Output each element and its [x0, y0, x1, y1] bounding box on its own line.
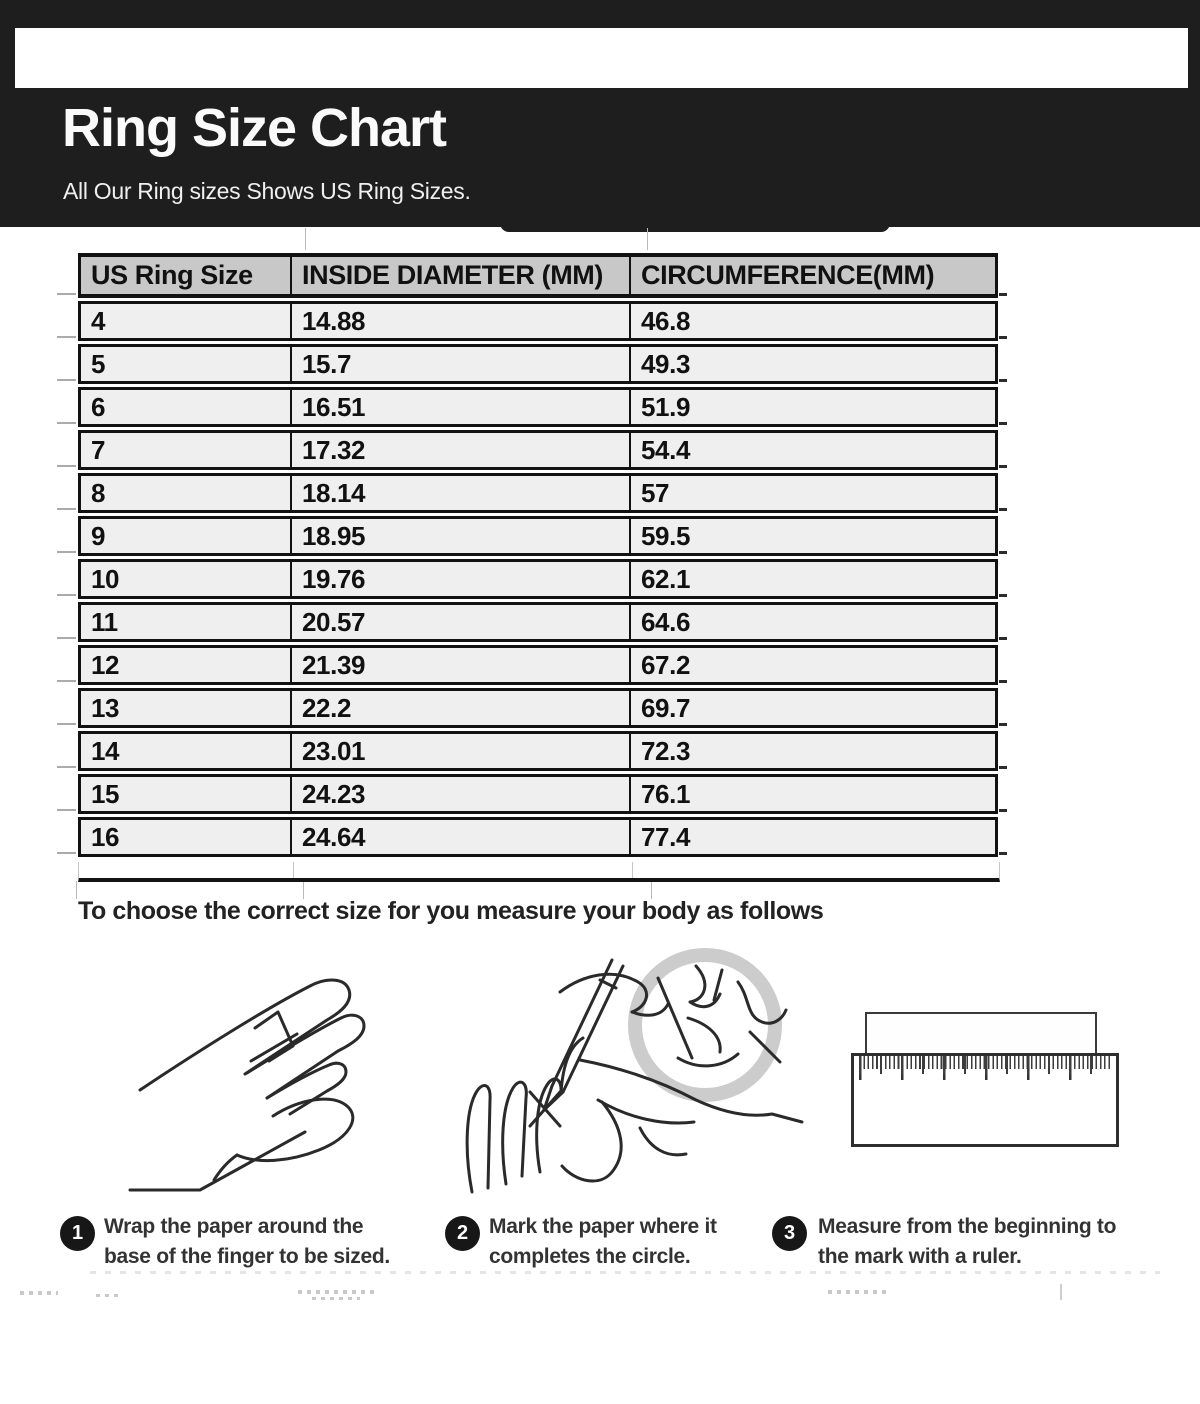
- table-row: [78, 344, 998, 384]
- step-2-line-2: completes the circle.: [489, 1245, 691, 1268]
- cell-inside-diameter-mm: 20.57: [292, 602, 631, 642]
- cell-inside-diameter-mm: 22.2: [292, 688, 631, 728]
- table-row: [78, 645, 998, 685]
- cell-inside-diameter-mm: 23.01: [292, 731, 631, 771]
- smudge-artifact: [1060, 1284, 1062, 1300]
- cell-inside-diameter-mm: 17.32: [292, 430, 631, 470]
- cell-circumference-mm: 77.4: [631, 817, 998, 857]
- step-1-text: [104, 1212, 390, 1272]
- table-row: [78, 387, 998, 427]
- table-row: [78, 817, 998, 857]
- step-1-badge: 1: [60, 1216, 95, 1251]
- step-2-badge: 2: [445, 1216, 480, 1251]
- guide-line: [305, 228, 306, 250]
- ring-size-table-body: [78, 301, 998, 857]
- cell-inside-diameter-mm: 24.64: [292, 817, 631, 857]
- ruler-illustration: [851, 1053, 1119, 1147]
- header-banner: [0, 0, 1200, 227]
- cell-inside-diameter-mm: 14.88: [292, 301, 631, 341]
- row-tick-marks-right: [999, 293, 1007, 867]
- cell-us-ring-size: 4: [78, 301, 292, 341]
- cell-circumference-mm: 54.4: [631, 430, 998, 470]
- cell-us-ring-size: 16: [78, 817, 292, 857]
- cell-us-ring-size: 5: [78, 344, 292, 384]
- cell-circumference-mm: 76.1: [631, 774, 998, 814]
- header-edge-smudge: [500, 223, 890, 232]
- table-row: [78, 688, 998, 728]
- cell-inside-diameter-mm: 18.95: [292, 516, 631, 556]
- cell-circumference-mm: 72.3: [631, 731, 998, 771]
- cell-circumference-mm: 62.1: [631, 559, 998, 599]
- cell-inside-diameter-mm: 21.39: [292, 645, 631, 685]
- cell-us-ring-size: 13: [78, 688, 292, 728]
- cell-circumference-mm: 49.3: [631, 344, 998, 384]
- faded-text-artifact: [90, 1271, 1160, 1274]
- cell-us-ring-size: 14: [78, 731, 292, 771]
- row-tick-marks-left: [57, 293, 76, 865]
- ring-size-table: [78, 250, 998, 860]
- cell-inside-diameter-mm: 15.7: [292, 344, 631, 384]
- cell-inside-diameter-mm: 16.51: [292, 387, 631, 427]
- column-header-inside-diameter: INSIDE DIAMETER (MM): [292, 253, 631, 298]
- column-header-us-ring-size: US Ring Size: [78, 253, 292, 298]
- cell-circumference-mm: 67.2: [631, 645, 998, 685]
- smudge-artifact: [312, 1297, 360, 1300]
- column-header-circumference: CIRCUMFERENCE(MM): [631, 253, 998, 298]
- measure-instructions-heading: To choose the correct size for you measure your body as follows: [78, 897, 824, 925]
- step-3-line-2: the mark with a ruler.: [818, 1245, 1022, 1268]
- cell-circumference-mm: 57: [631, 473, 998, 513]
- cell-inside-diameter-mm: 18.14: [292, 473, 631, 513]
- table-row: [78, 559, 998, 599]
- cell-circumference-mm: 46.8: [631, 301, 998, 341]
- guide-line: [647, 228, 648, 250]
- marking-paper-with-pencil-illustration: [450, 940, 840, 1225]
- cell-circumference-mm: 69.7: [631, 688, 998, 728]
- cell-circumference-mm: 64.6: [631, 602, 998, 642]
- step-1-line-2: base of the finger to be sized.: [104, 1245, 390, 1268]
- cell-us-ring-size: 9: [78, 516, 292, 556]
- cell-us-ring-size: 6: [78, 387, 292, 427]
- cell-inside-diameter-mm: 19.76: [292, 559, 631, 599]
- page-title: Ring Size Chart: [62, 98, 447, 158]
- table-row: [78, 473, 998, 513]
- smudge-artifact: [298, 1290, 376, 1294]
- table-row: [78, 602, 998, 642]
- step-2-text: [489, 1212, 717, 1272]
- smudge-artifact: [96, 1294, 120, 1297]
- step-2-line-1: Mark the paper where it: [489, 1215, 717, 1238]
- cell-us-ring-size: 7: [78, 430, 292, 470]
- page-subtitle: All Our Ring sizes Shows US Ring Sizes.: [63, 178, 471, 204]
- table-row: [78, 516, 998, 556]
- table-trailing-empty-row: [78, 862, 1000, 882]
- cell-circumference-mm: 51.9: [631, 387, 998, 427]
- table-row: [78, 301, 998, 341]
- smudge-artifact: [20, 1291, 58, 1295]
- header-white-band: [15, 28, 1188, 88]
- smudge-artifact: [828, 1290, 890, 1294]
- ruler-minor-ticks: [859, 1056, 1111, 1069]
- cell-inside-diameter-mm: 24.23: [292, 774, 631, 814]
- hand-with-paper-strip-illustration: [105, 948, 460, 1208]
- cell-us-ring-size: 15: [78, 774, 292, 814]
- step-1-line-1: Wrap the paper around the: [104, 1215, 364, 1238]
- step-3-badge: 3: [772, 1216, 807, 1251]
- table-header-row: [78, 253, 998, 298]
- cell-circumference-mm: 59.5: [631, 516, 998, 556]
- table-row: [78, 430, 998, 470]
- cell-us-ring-size: 11: [78, 602, 292, 642]
- table-row: [78, 774, 998, 814]
- cell-us-ring-size: 8: [78, 473, 292, 513]
- step-3-text: [818, 1212, 1116, 1272]
- cell-us-ring-size: 10: [78, 559, 292, 599]
- cell-us-ring-size: 12: [78, 645, 292, 685]
- table-row: [78, 731, 998, 771]
- guide-line: [76, 881, 77, 899]
- step-3-line-1: Measure from the beginning to: [818, 1215, 1117, 1238]
